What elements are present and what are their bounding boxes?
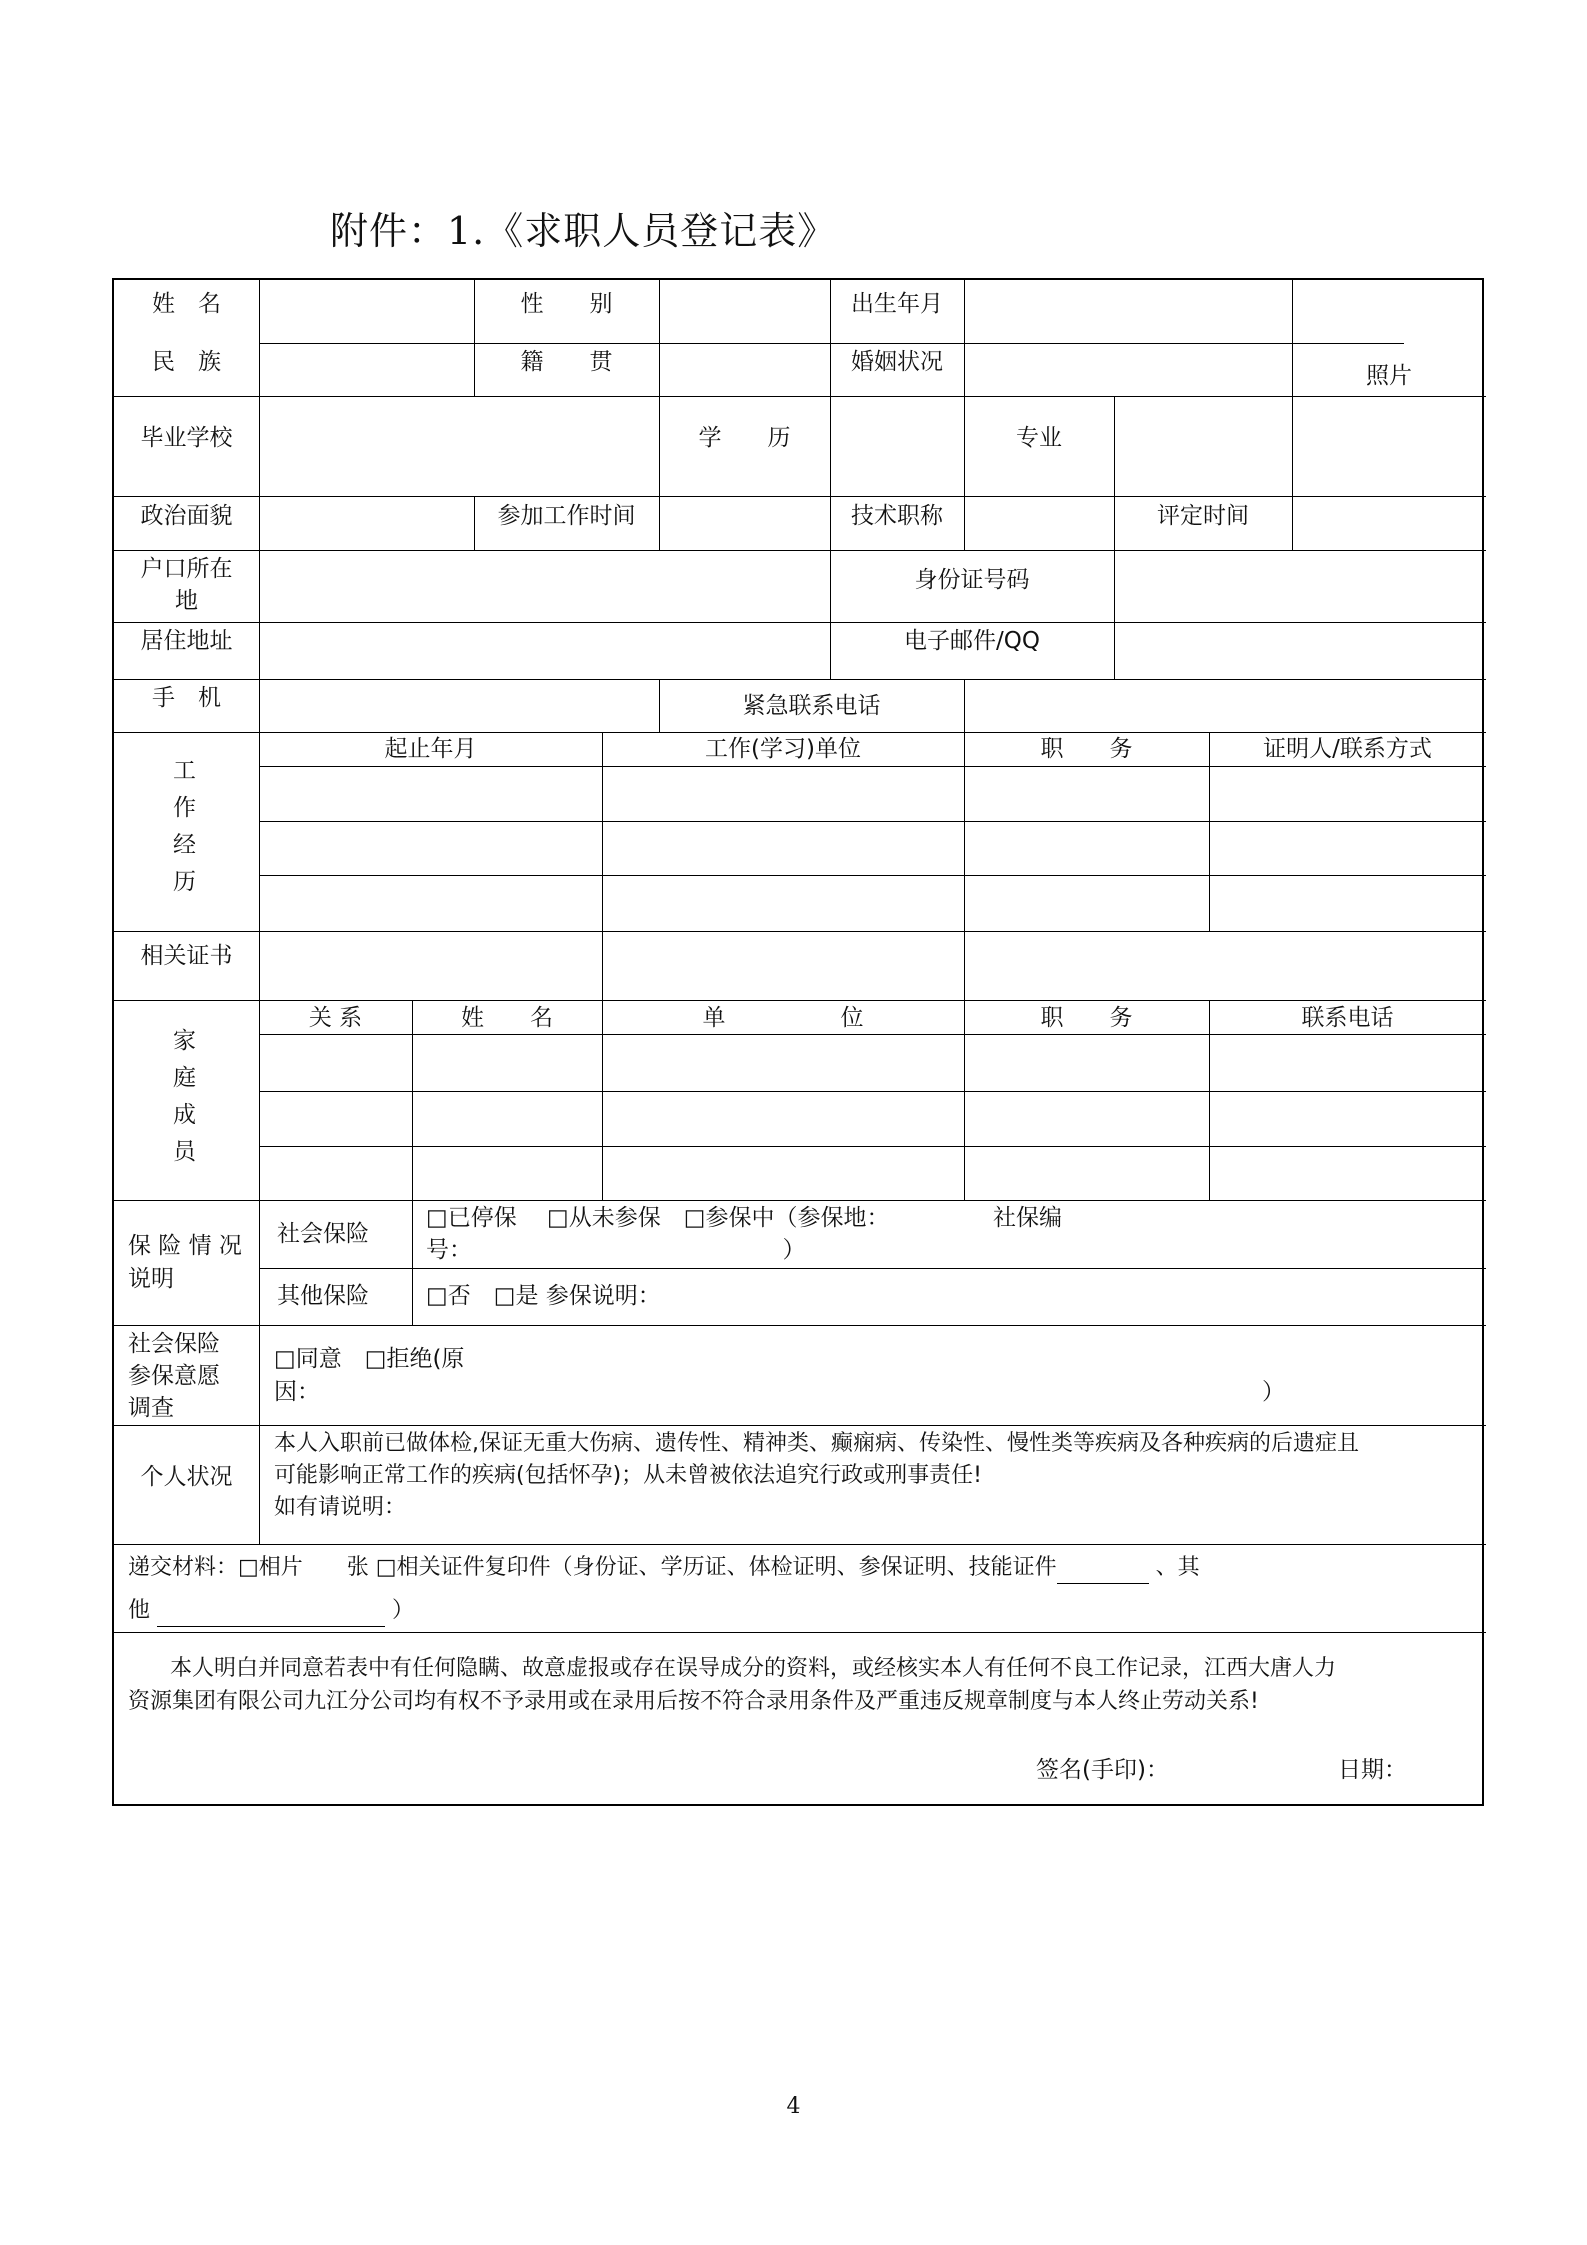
label-education: 学 历: [698, 425, 791, 451]
form-title: 附件：1.《求职人员登记表》: [330, 209, 837, 253]
label-id-number: 身份证号码: [914, 567, 1030, 593]
materials-other: 他: [128, 1598, 157, 1623]
personal-line-3: 如有请说明：: [274, 1495, 407, 1520]
label-social-insurance: 社会保险: [277, 1221, 369, 1247]
family-col-relation: 关 系: [308, 1005, 363, 1031]
label-email-qq: 电子邮件/QQ: [904, 628, 1040, 654]
materials-text: 递交材料：□相片 张 □相关证件复印件（身份证、学历证、体检证明、参保证明、技能证件: [128, 1555, 1057, 1580]
label-personal-status: 个人状况: [140, 1464, 233, 1490]
declaration-line-2: 资源集团有限公司九江分公司均有权不予录用或在录用后按不符合录用条件及严重违反规章制度与本人终止劳动关系!: [128, 1689, 1259, 1714]
label-ethnicity: 民 族: [152, 349, 221, 375]
willing-reason: 因：: [274, 1379, 320, 1405]
label-address: 居住地址: [140, 628, 233, 654]
label-major: 专业: [1016, 425, 1062, 451]
work-col-employer: 工作(学习)单位: [705, 736, 861, 762]
label-marital: 婚姻状况: [851, 349, 943, 375]
label-family: 家庭成员: [169, 1028, 195, 1176]
label-photo: 照片: [1366, 363, 1412, 389]
label-native-place: 籍 贯: [520, 349, 613, 375]
label-willing: 社会保险: [128, 1331, 220, 1357]
label-willing-3: 调查: [128, 1395, 174, 1421]
materials-line-1: [128, 1552, 1200, 1584]
family-col-employer: 单 位: [702, 1005, 864, 1031]
label-political: 政治面貌: [140, 503, 233, 529]
page-number: 4: [786, 2094, 801, 2119]
label-work-start: 参加工作时间: [497, 503, 636, 529]
skill-cert-blank[interactable]: [1057, 1559, 1149, 1584]
materials-line-2: [128, 1595, 414, 1627]
label-work-history: 工作经历: [169, 758, 195, 906]
label-mobile: 手 机: [152, 685, 221, 711]
personal-line-2: 可能影响正常工作的疾病(包括怀孕)；从未曾被依法追究行政或刑事责任!: [274, 1463, 982, 1488]
family-col-position: 职 务: [1040, 1005, 1133, 1031]
family-col-name: 姓 名: [461, 1005, 553, 1031]
willing-options[interactable]: □同意 □拒绝(原: [274, 1346, 465, 1372]
label-hukou-2: 地: [175, 588, 198, 614]
label-emergency-phone: 紧急联系电话: [742, 693, 881, 719]
declaration-line-1: 本人明白并同意若表中有任何隐瞒、故意虚报或存在误导成分的资料，或经核实本人有任何不良工作记录，江西大唐人力: [170, 1656, 1337, 1681]
work-col-dates: 起止年月: [384, 736, 477, 762]
materials-text-2: 、其: [1148, 1555, 1200, 1580]
work-col-reference: 证明人/联系方式: [1263, 736, 1432, 762]
registration-form: [112, 278, 1484, 1806]
label-insurance: 保 险 情 况: [128, 1233, 242, 1259]
label-other-insurance: 其他保险: [277, 1283, 369, 1309]
signature-label[interactable]: 签名(手印)：: [1036, 1757, 1169, 1783]
label-willing-2: 参保意愿: [128, 1363, 220, 1389]
label-name: 姓 名: [152, 291, 221, 317]
label-certificates: 相关证书: [140, 943, 233, 969]
family-col-phone: 联系电话: [1301, 1005, 1394, 1031]
label-insurance-2: 说明: [128, 1266, 174, 1292]
willing-close-paren: ）: [1262, 1379, 1285, 1405]
social-insurance-options[interactable]: □已停保 □从未参保 □参保中（参保地： 社保编: [426, 1205, 1063, 1231]
label-gender: 性 别: [520, 291, 613, 317]
personal-line-1: 本人入职前已做体检,保证无重大伤病、遗传性、精神类、癫痫病、传染性、慢性类等疾病及各种疾病的后遗症且: [274, 1431, 1359, 1456]
social-insurance-number: 号： ）: [426, 1237, 806, 1263]
other-materials-blank[interactable]: [157, 1602, 385, 1627]
work-col-position: 职 务: [1040, 736, 1133, 762]
label-hukou: 户口所在: [140, 556, 233, 582]
label-tech-title: 技术职称: [851, 503, 943, 529]
label-eval-date: 评定时间: [1157, 503, 1249, 529]
label-school: 毕业学校: [140, 425, 233, 451]
label-birth: 出生年月: [851, 291, 943, 317]
other-insurance-options[interactable]: □否 □是 参保说明：: [426, 1283, 661, 1309]
date-label[interactable]: 日期：: [1338, 1757, 1407, 1783]
materials-close: ）: [385, 1598, 414, 1623]
